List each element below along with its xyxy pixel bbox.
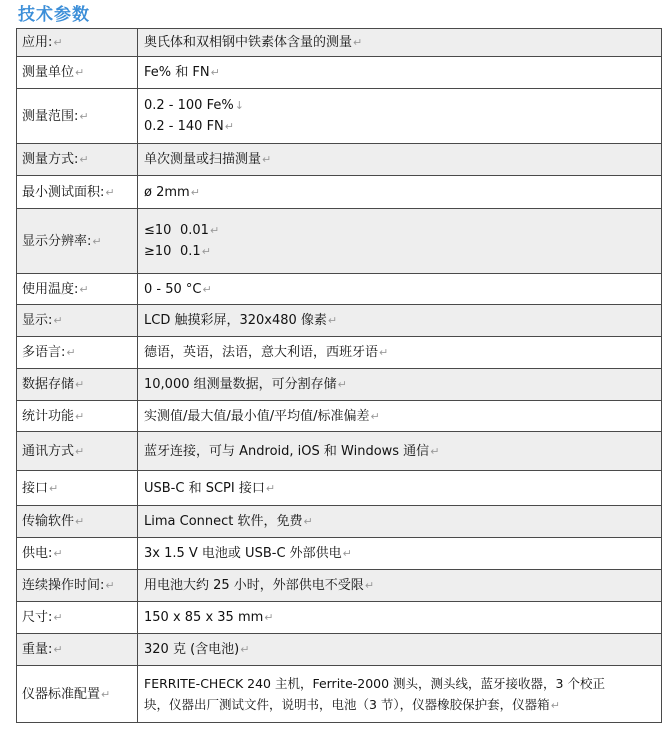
table-row [17,89,662,144]
row-value: FERRITE-CHECK 240 主机，Ferrite-2000 测头，测头线，蓝牙接收器，3 个校正 块，仪器出厂测试文件，说明书，电池（3 节），仪器橡胶保护套，仪器箱↵ [138,666,662,723]
row-value: 用电池大约 25 小时，外部供电不受限↵ [138,570,662,602]
table-row [17,634,662,666]
row-value: 320 克 (含电池)↵ [138,634,662,666]
row-value: 3x 1.5 V 电池或 USB-C 外部供电↵ [138,538,662,570]
row-value: ø 2mm↵ [138,176,662,209]
table-row [17,401,662,432]
row-value: ≤10 0.01↵ ≥10 0.1↵ [138,209,662,274]
row-label: 重量:↵ [17,634,138,666]
table-row [17,369,662,401]
row-label: 统计功能↵ [17,401,138,432]
row-value: USB-C 和 SCPI 接口↵ [138,471,662,506]
specs-table [16,28,662,723]
row-label: 通讯方式↵ [17,432,138,471]
row-label: 传输软件↵ [17,506,138,538]
row-value: LCD 触摸彩屏，320x480 像素↵ [138,305,662,337]
table-row [17,471,662,506]
table-row [17,538,662,570]
row-label: 多语言:↵ [17,337,138,369]
row-label: 测量方式:↵ [17,144,138,176]
table-row [17,176,662,209]
row-label: 供电:↵ [17,538,138,570]
row-value: 奥氏体和双相钢中铁素体含量的测量↵ [138,29,662,57]
row-value: Fe% 和 FN↵ [138,57,662,89]
table-row [17,144,662,176]
row-value: 0 - 50 °C↵ [138,274,662,305]
row-label: 显示分辨率:↵ [17,209,138,274]
row-label: 应用:↵ [17,29,138,57]
row-label: 使用温度:↵ [17,274,138,305]
row-value: 0.2 - 100 Fe%↓ 0.2 - 140 FN↵ [138,89,662,144]
row-label: 最小测试面积:↵ [17,176,138,209]
row-value: 10,000 组测量数据，可分割存储↵ [138,369,662,401]
row-value: 蓝牙连接，可与 Android, iOS 和 Windows 通信↵ [138,432,662,471]
table-row [17,602,662,634]
table-row [17,29,662,57]
table-row [17,209,662,274]
section-title: 技术参数 [18,5,90,25]
table-row [17,305,662,337]
table-row [17,666,662,723]
row-value: 150 x 85 x 35 mm↵ [138,602,662,634]
row-label: 显示:↵ [17,305,138,337]
row-value: 实测值/最大值/最小值/平均值/标准偏差↵ [138,401,662,432]
row-label: 仪器标准配置↵ [17,666,138,723]
row-value: Lima Connect 软件，免费↵ [138,506,662,538]
row-label: 测量范围:↵ [17,89,138,144]
row-label: 尺寸:↵ [17,602,138,634]
row-label: 连续操作时间:↵ [17,570,138,602]
row-value: 德语，英语，法语，意大利语，西班牙语↵ [138,337,662,369]
row-value: 单次测量或扫描测量↵ [138,144,662,176]
row-label: 测量单位↵ [17,57,138,89]
table-row [17,506,662,538]
row-label: 数据存储↵ [17,369,138,401]
table-row [17,274,662,305]
table-row [17,337,662,369]
table-row [17,570,662,602]
table-row [17,432,662,471]
row-label: 接口↵ [17,471,138,506]
table-row [17,57,662,89]
